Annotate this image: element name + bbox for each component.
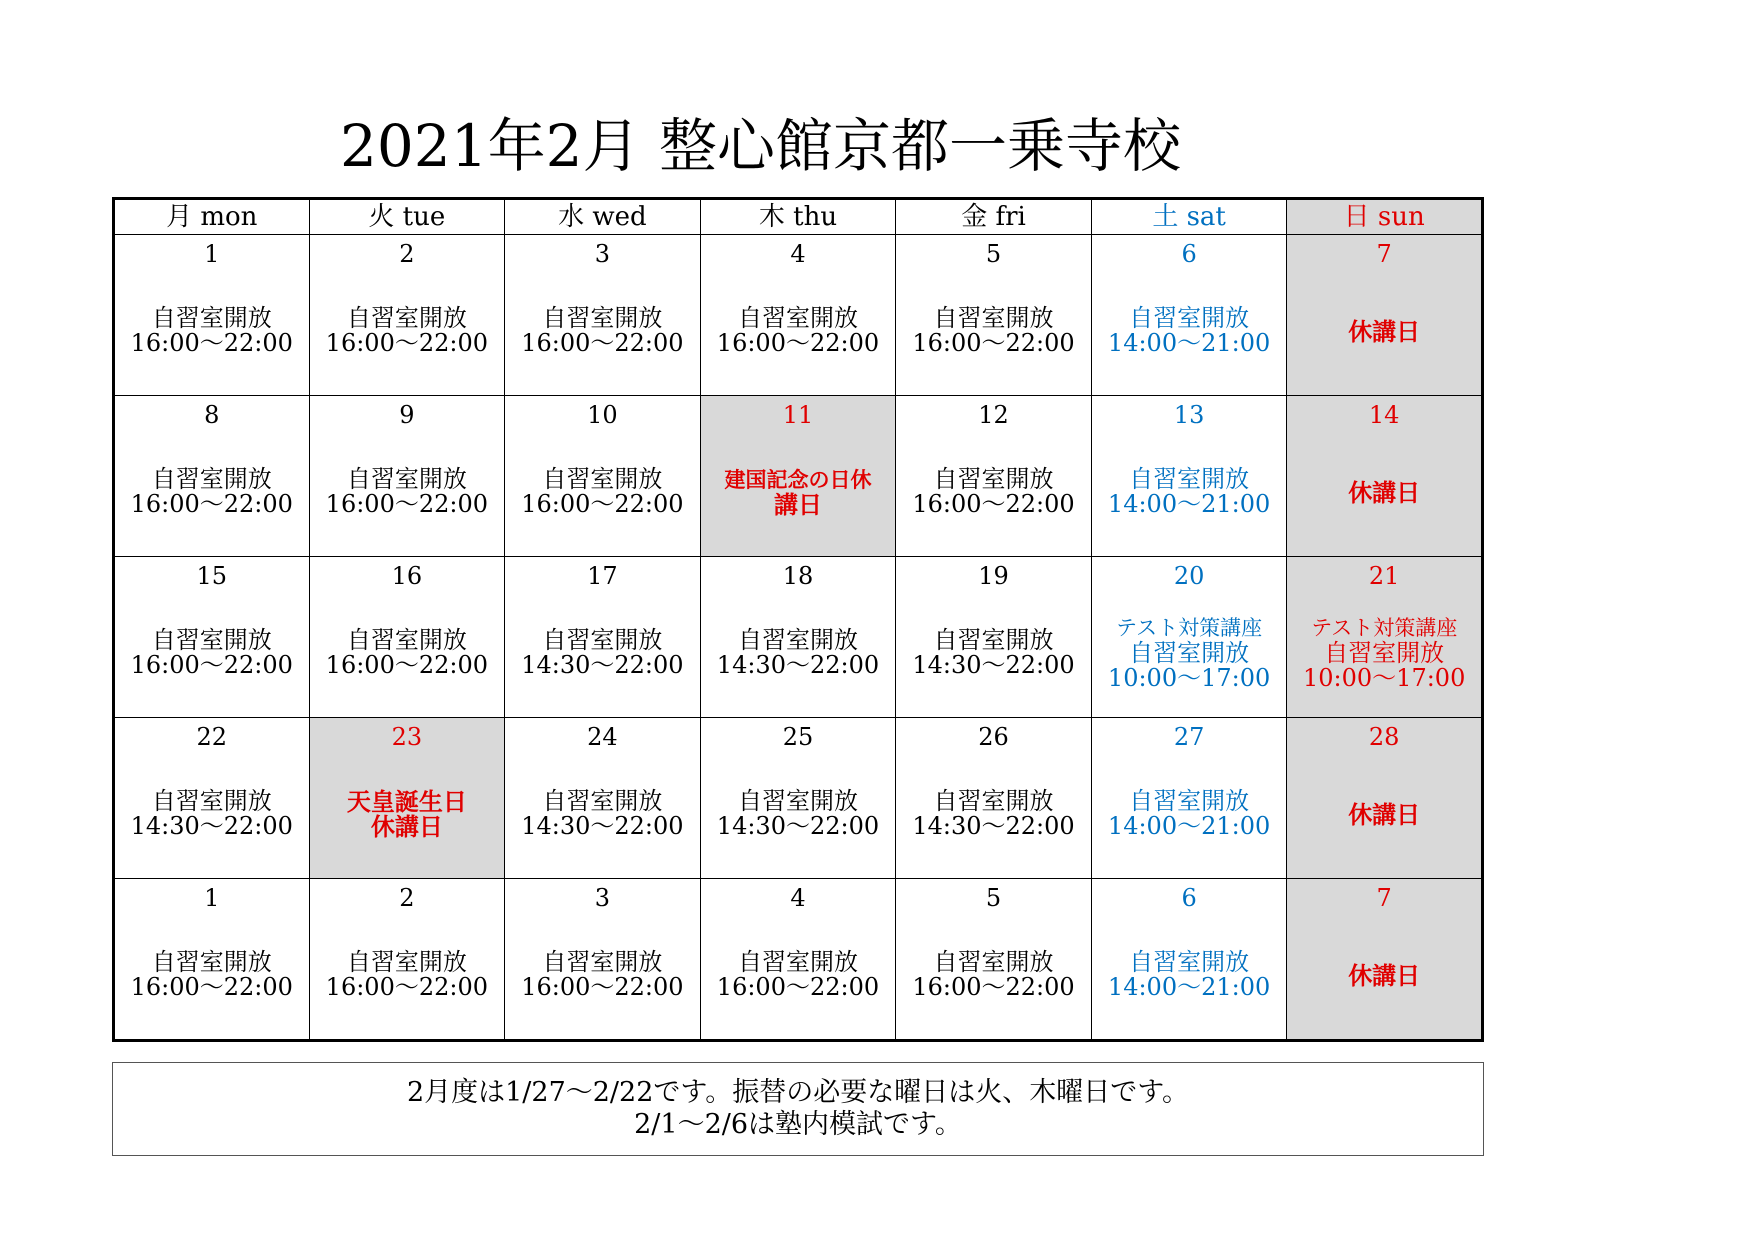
day-cell (896, 396, 1092, 557)
day-cell (700, 718, 896, 879)
cell-line: 14:00〜21:00 (1107, 329, 1271, 357)
day-cell (309, 879, 505, 1041)
day-cell (896, 718, 1092, 879)
cell-line: 16:00〜22:00 (521, 973, 684, 1001)
cell-line: 14:30〜22:00 (521, 651, 684, 679)
cell-line: 自習室開放 (933, 304, 1054, 332)
cell-line: 自習室開放 (1129, 948, 1250, 976)
day-number: 23 (391, 723, 423, 751)
day-number: 1 (204, 240, 220, 268)
day-cell (114, 557, 310, 718)
cell-line: 10:00〜17:00 (1303, 663, 1466, 692)
day-cell-sunday-holiday (1287, 718, 1483, 879)
day-number: 5 (985, 240, 1002, 268)
cell-line: 14:30〜22:00 (130, 812, 293, 840)
day-number: 13 (1173, 401, 1205, 429)
week-row (114, 557, 1483, 718)
day-cell (309, 396, 505, 557)
day-number: 28 (1368, 723, 1400, 751)
day-cell (505, 557, 701, 718)
cell-line: 自習室開放 (151, 304, 272, 332)
day-number: 10 (587, 401, 618, 429)
cell-line: 休講日 (1348, 477, 1421, 507)
day-number: 25 (782, 723, 814, 751)
cell-line: 14:30〜22:00 (912, 651, 1075, 679)
notice-line: 2月度は1/27〜2/22です。振替の必要な曜日は火、木曜日です。 (406, 1077, 1190, 1108)
week-row (114, 235, 1483, 396)
day-number: 3 (594, 240, 611, 268)
week-row (114, 718, 1483, 879)
cell-line: 自習室開放 (151, 948, 272, 976)
cell-line: 16:00〜22:00 (912, 973, 1075, 1001)
cell-line: 16:00〜22:00 (325, 329, 488, 357)
header-mon: 月 mon (114, 199, 310, 235)
week-row (114, 879, 1483, 1041)
cell-line: 14:00〜21:00 (1107, 812, 1271, 840)
cell-line: 自習室開放 (542, 787, 663, 815)
day-number: 12 (978, 401, 1009, 429)
day-number: 20 (1173, 562, 1205, 590)
day-cell-holiday (700, 396, 896, 557)
cell-line: 自習室開放 (542, 304, 663, 332)
cell-line: 自習室開放 (933, 787, 1054, 815)
day-cell (114, 879, 310, 1041)
day-number: 3 (594, 884, 611, 912)
cell-line: 16:00〜22:00 (130, 329, 293, 357)
cell-line: 16:00〜22:00 (521, 329, 684, 357)
day-cell (114, 396, 310, 557)
day-cell-sunday-holiday (1287, 879, 1483, 1041)
cell-line: 16:00〜22:00 (912, 490, 1075, 518)
day-number: 4 (790, 884, 806, 912)
cell-line: 14:30〜22:00 (521, 812, 684, 840)
day-cell (700, 235, 896, 396)
day-cell-sunday-holiday (1287, 235, 1483, 396)
cell-line: 自習室開放 (346, 626, 467, 654)
header-sun: 日 sun (1287, 199, 1483, 235)
header-sat: 土 sat (1091, 199, 1287, 235)
day-cell-saturday (1091, 718, 1287, 879)
header-thu: 木 thu (700, 199, 896, 235)
day-number: 14 (1368, 401, 1400, 429)
cell-line: 自習室開放 (1129, 304, 1250, 332)
day-cell-saturday (1091, 557, 1287, 718)
cell-line: 16:00〜22:00 (325, 651, 488, 679)
cell-line: 自習室開放 (737, 787, 858, 815)
cell-line: 10:00〜17:00 (1107, 663, 1271, 692)
day-cell (700, 879, 896, 1041)
day-number: 6 (1181, 884, 1197, 912)
day-number: 27 (1173, 723, 1205, 751)
day-cell (114, 235, 310, 396)
cell-line: 16:00〜22:00 (130, 973, 293, 1001)
header-wed: 水 wed (505, 199, 701, 235)
day-number: 8 (204, 401, 220, 429)
cell-line: 16:00〜22:00 (325, 490, 488, 518)
cell-line: 自習室開放 (737, 948, 858, 976)
day-number: 26 (978, 723, 1009, 751)
day-number: 21 (1368, 562, 1400, 590)
cell-line: 14:30〜22:00 (912, 812, 1075, 840)
day-cell (896, 557, 1092, 718)
weekday-header-row (114, 199, 1483, 235)
cell-line: 16:00〜22:00 (912, 329, 1075, 357)
day-cell (896, 879, 1092, 1041)
cell-line: 自習室開放 (1129, 465, 1250, 493)
day-cell (700, 557, 896, 718)
cell-line: 自習室開放 (933, 948, 1054, 976)
header-tue: 火 tue (309, 199, 505, 235)
day-number: 9 (399, 401, 415, 429)
header-fri: 金 fri (896, 199, 1092, 235)
notice-line: 2/1〜2/6は塾内模試です。 (634, 1109, 962, 1140)
cell-line: 16:00〜22:00 (130, 490, 293, 518)
day-cell-sunday-holiday (1287, 396, 1483, 557)
day-number: 18 (782, 562, 814, 590)
cell-line: テスト対策講座 (1311, 615, 1458, 640)
calendar-table (112, 197, 1484, 1042)
day-cell (896, 235, 1092, 396)
day-cell (114, 718, 310, 879)
cell-line: 16:00〜22:00 (325, 973, 488, 1001)
day-cell (505, 718, 701, 879)
cell-line: 自習室開放 (933, 465, 1054, 493)
cell-line: 天皇誕生日 (346, 787, 467, 816)
day-number: 22 (196, 723, 228, 751)
day-cell-saturday (1091, 879, 1287, 1041)
day-number: 19 (978, 562, 1009, 590)
cell-line: 自習室開放 (151, 465, 272, 493)
cell-line: 16:00〜22:00 (130, 651, 293, 679)
cell-line: 自習室開放 (737, 304, 858, 332)
day-cell (505, 396, 701, 557)
cell-line: 自習室開放 (1129, 787, 1250, 815)
cell-line: 14:30〜22:00 (716, 651, 880, 679)
day-number: 24 (587, 723, 618, 751)
day-number: 6 (1181, 240, 1197, 268)
day-number: 4 (790, 240, 806, 268)
day-cell (309, 235, 505, 396)
day-cell (505, 235, 701, 396)
day-number: 7 (1376, 240, 1392, 268)
cell-line: 自習室開放 (933, 626, 1054, 654)
day-number: 5 (985, 884, 1002, 912)
cell-line: 講日 (773, 490, 822, 519)
day-number: 2 (399, 884, 415, 912)
cell-line: 自習室開放 (737, 626, 858, 654)
page-title: 2021年2月 整心館京都一乗寺校 (340, 112, 1181, 180)
cell-line: 14:30〜22:00 (716, 812, 880, 840)
cell-line: 自習室開放 (1129, 638, 1250, 667)
day-number: 7 (1376, 884, 1392, 912)
cell-line: テスト対策講座 (1116, 615, 1263, 640)
cell-line: 14:00〜21:00 (1107, 973, 1271, 1001)
cell-line: 自習室開放 (542, 948, 663, 976)
cell-line: 自習室開放 (346, 465, 467, 493)
cell-line: 休講日 (1348, 960, 1421, 990)
day-number: 15 (196, 562, 228, 590)
day-cell-saturday (1091, 235, 1287, 396)
cell-line: 休講日 (1348, 316, 1421, 346)
cell-line: 自習室開放 (151, 626, 272, 654)
cell-line: 16:00〜22:00 (716, 329, 880, 357)
cell-line: 建国記念の日休 (724, 467, 872, 492)
cell-line: 自習室開放 (1324, 638, 1445, 667)
cell-line: 休講日 (370, 812, 443, 841)
day-number: 11 (782, 401, 814, 429)
cell-line: 14:00〜21:00 (1107, 490, 1271, 518)
day-cell-saturday (1091, 396, 1287, 557)
day-number: 16 (391, 562, 423, 590)
cell-line: 自習室開放 (151, 787, 272, 815)
cell-line: 16:00〜22:00 (716, 973, 880, 1001)
day-cell (505, 879, 701, 1041)
cell-line: 自習室開放 (346, 304, 467, 332)
day-number: 1 (204, 884, 220, 912)
cell-line: 自習室開放 (542, 626, 663, 654)
day-cell-holiday (309, 718, 505, 879)
day-cell (309, 557, 505, 718)
cell-line: 休講日 (1348, 799, 1421, 829)
day-number: 17 (587, 562, 618, 590)
cell-line: 自習室開放 (542, 465, 663, 493)
cell-line: 自習室開放 (346, 948, 467, 976)
day-cell-sunday (1287, 557, 1483, 718)
day-number: 2 (399, 240, 415, 268)
notice-box (112, 1062, 1484, 1156)
week-row (114, 396, 1483, 557)
cell-line: 16:00〜22:00 (521, 490, 684, 518)
